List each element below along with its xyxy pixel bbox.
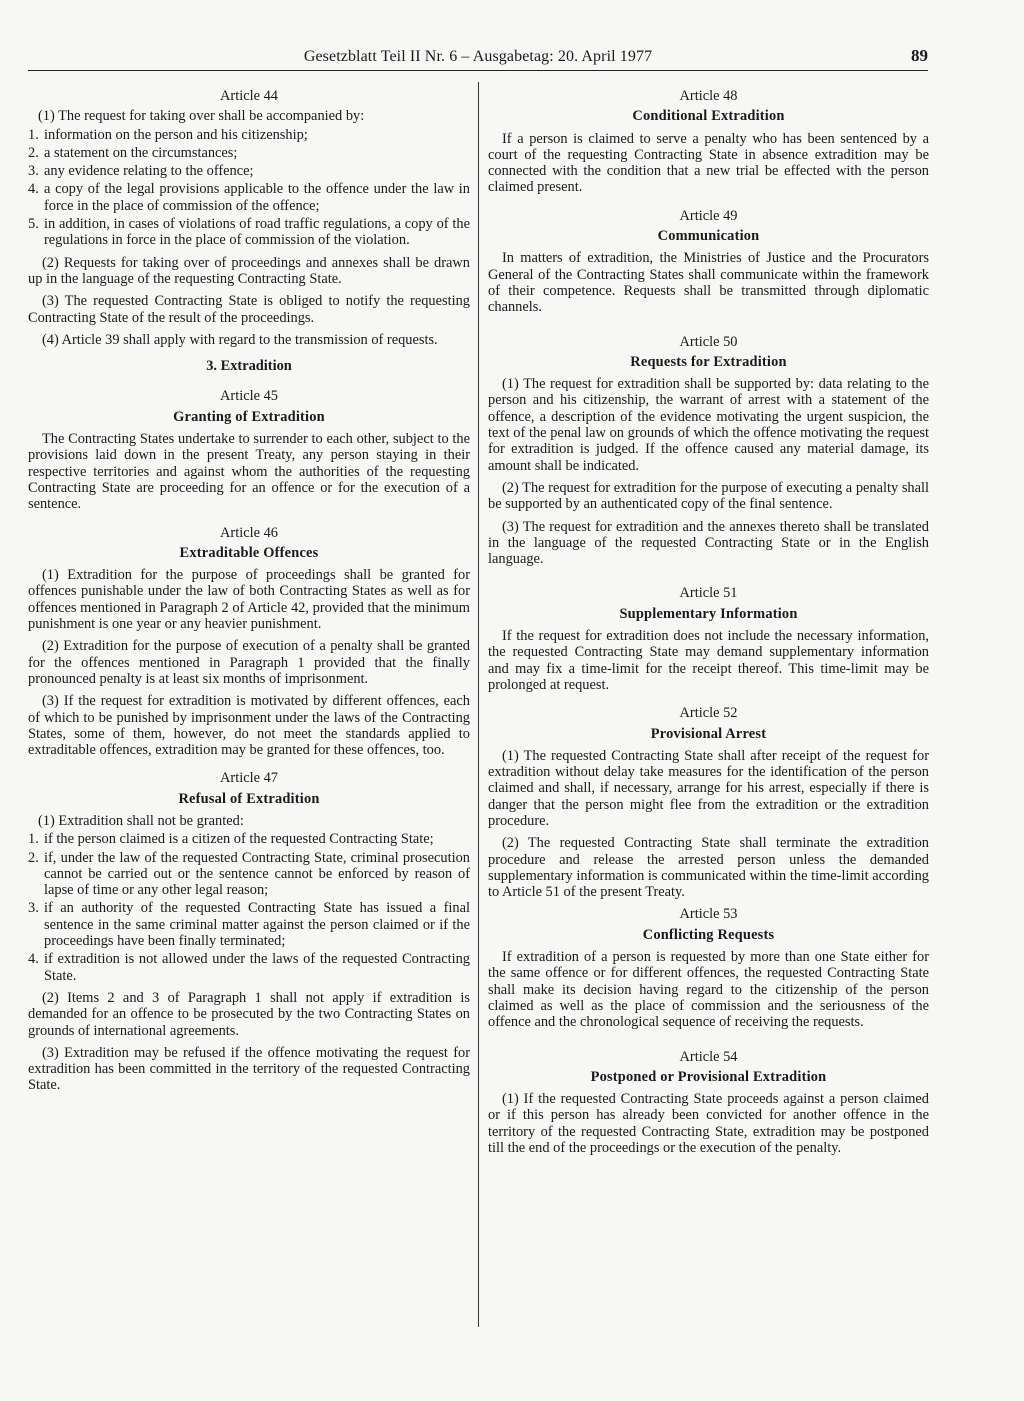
- paragraph: The Contracting States undertake to surrender to each other, subject to the provisions laid down in the present Treaty, any person staying in their respective territories and against whom the authorities of the requesting Contracting State are proceeding for an offence or for the execution of a sentence.: [28, 431, 470, 513]
- item-number: 3.: [28, 163, 39, 180]
- item-number: 3.: [28, 900, 39, 917]
- list-item: [28, 127, 470, 143]
- article-47: [28, 770, 470, 1093]
- article-subtitle: Refusal of Extradition: [178, 790, 320, 807]
- paragraph: If a person is claimed to serve a penalty who has been sentenced by a court of the requesting Contracting State in absence extradition may be connected with the condition that a new trial be effected with the person claimed present.: [488, 130, 929, 196]
- article-subtitle: Supplementary Information: [619, 605, 798, 622]
- article-subtitle: Conflicting Requests: [642, 926, 775, 943]
- item-text: if, under the law of the requested Contracting State, criminal prosecution cannot be carried out or the sentence cannot be enforced by reason of lapse of time or any other legal reason;: [44, 849, 470, 899]
- item-text: if an authority of the requested Contracting State has issued a final sentence in the same criminal matter against the person claimed or if the proceedings have been finally terminated;: [44, 900, 470, 950]
- item-number: 1.: [28, 831, 39, 848]
- list-item: [28, 181, 470, 214]
- article-subtitle: Provisional Arrest: [650, 725, 767, 742]
- item-text: in addition, in cases of violations of road traffic regulations, a copy of the regulations in force in the place of commission of the violation.: [44, 216, 470, 249]
- list-item: [28, 951, 470, 984]
- item-text: if extradition is not allowed under the laws of the requested Contracting State.: [44, 951, 470, 984]
- article-53: [488, 906, 929, 1030]
- article-subtitle: Communication: [657, 228, 760, 245]
- article-45: [28, 388, 470, 512]
- article-subtitle: Extraditable Offences: [179, 544, 319, 561]
- item-number: 2.: [28, 144, 39, 161]
- article-44: [28, 88, 470, 348]
- article-subtitle: Conditional Extradition: [632, 108, 785, 125]
- article-title: Article 47: [220, 770, 278, 787]
- article-50: [488, 334, 929, 568]
- article-title: Article 51: [679, 585, 738, 602]
- article-46: [28, 525, 470, 759]
- list-item: [28, 850, 470, 899]
- article-title: Article 45: [220, 388, 278, 405]
- list-item: [28, 216, 470, 249]
- paragraph: If extradition of a person is requested by more than one State either for the same offence or for different offences, the requested Contracting State shall make its decision having regard to the citizenship of the person claimed as well as the place of commission and the seriousness of the offence and the chronological sequence of receiving the requests.: [488, 949, 929, 1031]
- paragraph: (4) Article 39 shall apply with regard to the transmission of requests.: [42, 331, 438, 348]
- paragraph: (3) If the request for extradition is motivated by different offences, each of which to be punished by imprisonment under the laws of the Contracting States, some of them, however, do not meet the standards applied to extraditable offences, extradition may be granted for these offences, too.: [28, 693, 470, 759]
- paragraph: (1) If the requested Contracting State proceeds against a person claimed or if this person has already been convicted for another offence in the territory of the requested Contracting State, extradition may be postponed till the end of the proceedings or the execution of the penalty.: [488, 1091, 929, 1157]
- article-title: Article 53: [679, 906, 738, 923]
- article-title: Article 54: [679, 1048, 738, 1065]
- article-subtitle: Postponed or Provisional Extradition: [590, 1068, 827, 1085]
- paragraph: (1) The requested Contracting State shall after receipt of the request for extradition without delay take measures for the identification of the person claimed and shall, if necessary, arrange for his arrest, especially if there is danger that the person might flee from the extradition or the extradition procedure.: [488, 747, 929, 829]
- item-number: 1.: [28, 126, 39, 143]
- article-51: [488, 585, 929, 693]
- article-intro: (1) Extradition shall not be granted:: [38, 812, 244, 829]
- paragraph: (2) Items 2 and 3 of Paragraph 1 shall not apply if extradition is demanded for an offence to be prosecuted by the two Contracting States on grounds of international agreements.: [28, 989, 470, 1039]
- paragraph: (3) Extradition may be refused if the offence motivating the request for extradition has been committed in the territory of the requested Contracting State.: [28, 1044, 470, 1094]
- list-item: [28, 145, 470, 161]
- article-title: Article 48: [679, 88, 738, 104]
- item-number: 4.: [28, 181, 39, 198]
- item-text: any evidence relating to the offence;: [44, 163, 254, 180]
- article-subtitle: Requests for Extradition: [630, 353, 787, 370]
- paragraph: In matters of extradition, the Ministries of Justice and the Procurators General of the Contracting States shall communicate within the framework of their competence. Requests shall be transmitted through diplomatic channels.: [488, 250, 929, 316]
- paragraph: If the request for extradition does not include the necessary information, the requested Contracting State may demand supplementary information and may fix a time-limit for the receipt thereof. This time-limit may be prolonged at request.: [488, 628, 929, 693]
- item-text: a copy of the legal provisions applicable to the offence under the law in force in the place of commission of the offence;: [44, 181, 470, 214]
- article-title: Article 50: [679, 333, 738, 350]
- article-title: Article 52: [679, 705, 738, 722]
- gazette-title: Gesetzblatt Teil II Nr. 6 – Ausgabetag: 20. April 1977: [303, 48, 653, 65]
- paragraph: (2) Extradition for the purpose of execution of a penalty shall be granted for the offences mentioned in Paragraph 1 provided that the finally pronounced penalty is at least six months of imprisonment.: [28, 638, 470, 687]
- article-49: [488, 208, 929, 316]
- article-subtitle: Granting of Extradition: [173, 408, 325, 425]
- item-number: 5.: [28, 216, 39, 233]
- article-48: [488, 88, 929, 196]
- article-title: Article 46: [220, 524, 278, 541]
- list-item: [28, 163, 470, 179]
- paragraph: (1) Extradition for the purpose of proceedings shall be granted for offences punishable under the law of both Contracting States as well as for offences mentioned in Paragraph 2 of Article 42, provided that the minimum punishment is one year or any heavier punishment.: [28, 567, 470, 633]
- paragraph: (1) The request for extradition shall be supported by: data relating to the person and his citizenship, the warrant of arrest with a statement of the offence, a description of the evidence motivating the urgent suspicion, the text of the penal law on grounds of which the offence motivating the request for extradition is judged. If the offence caused any material damage, its amount shall be indicated.: [488, 376, 929, 474]
- item-text: information on the person and his citizenship;: [44, 126, 308, 143]
- article-title: Article 49: [679, 207, 738, 224]
- page-number: 89: [911, 46, 928, 65]
- column-divider: [478, 82, 479, 1327]
- article-title: Article 44: [220, 88, 278, 104]
- running-header: [28, 46, 928, 71]
- article-54: [488, 1049, 929, 1157]
- item-number: 4.: [28, 951, 39, 968]
- item-text: a statement on the circumstances;: [44, 144, 238, 161]
- right-column: [488, 88, 929, 1162]
- item-text: if the person claimed is a citizen of the requested Contracting State;: [44, 831, 434, 848]
- left-column: [28, 88, 470, 1100]
- item-number: 2.: [28, 849, 39, 866]
- article-intro: (1) The request for taking over shall be accompanied by:: [38, 108, 365, 125]
- paragraph: (3) The requested Contracting State is obliged to notify the requesting Contracting State of the result of the proceedings.: [28, 293, 470, 326]
- article-52: [488, 705, 929, 900]
- paragraph: (2) Requests for taking over of proceedings and annexes shall be drawn up in the language of the requesting Contracting State.: [28, 254, 470, 287]
- list-item: [28, 831, 470, 847]
- section-heading: 3. Extradition: [206, 358, 292, 375]
- paragraph: (2) The requested Contracting State shall terminate the extradition procedure and release the arrested person unless the demanded supplementary information is communicated within the time-limit according to Article 51 of the present Treaty.: [488, 835, 929, 901]
- paragraph: (2) The request for extradition for the purpose of executing a penalty shall be supported by an authenticated copy of the final sentence.: [488, 479, 929, 513]
- paragraph: (3) The request for extradition and the annexes thereto shall be translated in the language of the requested Contracting State or in the English language.: [488, 518, 929, 568]
- list-item: [28, 900, 470, 949]
